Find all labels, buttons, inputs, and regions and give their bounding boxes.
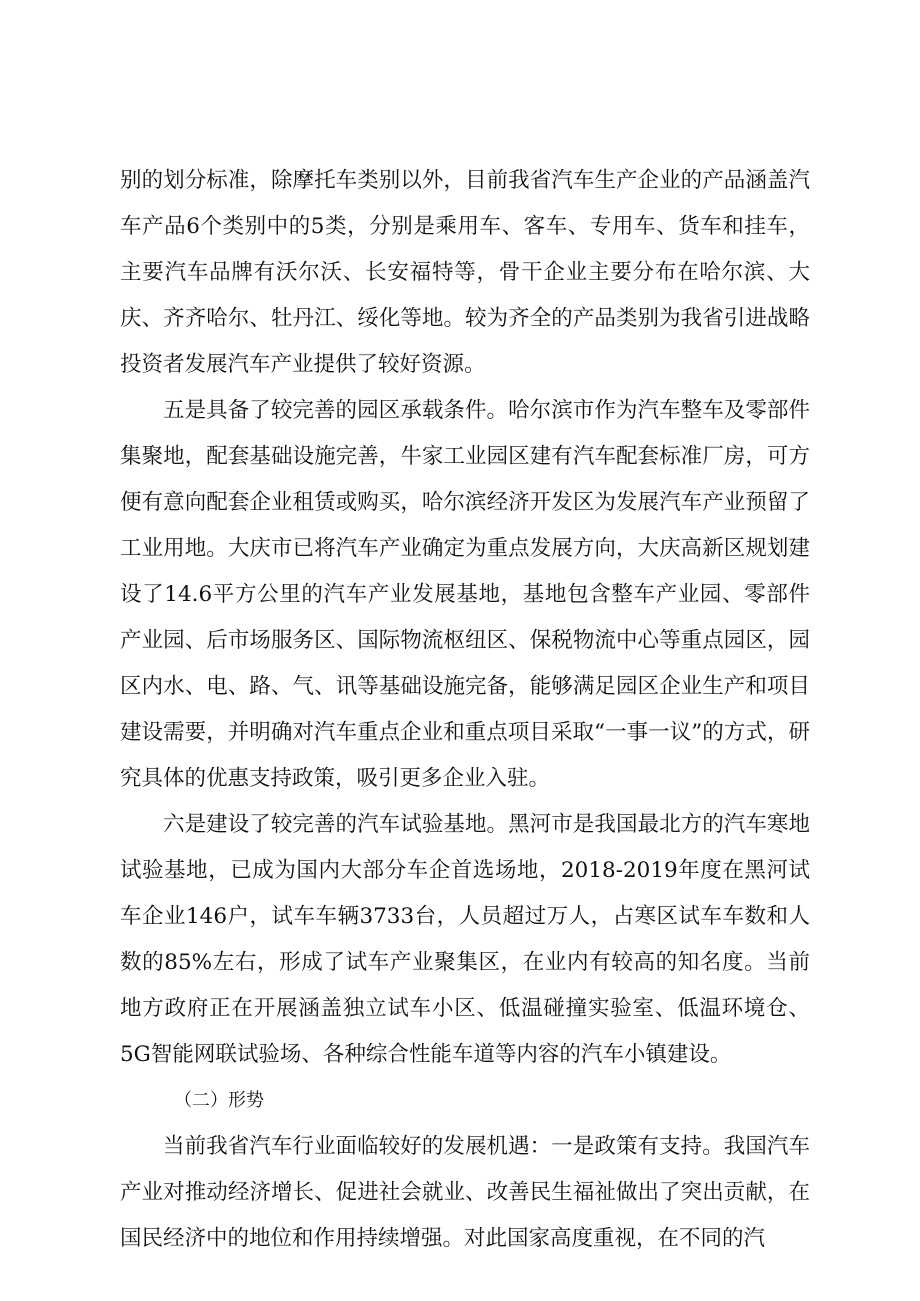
- paragraph-opportunities: 当前我省汽车行业面临较好的发展机遇：一是政策有支持。我国汽车产业对推动经济增长、促进社会就业、改善民生福祉做出了突出贡献，在国民经济中的地位和作用持续增强。对此国家高度重视，在不同的汽: [120, 1134, 810, 1251]
- paragraph-continuation: 别的划分标准，除摩托车类别以外，目前我省汽车生产企业的产品涵盖汽车产品6个类别中的5类，分别是乘用车、客车、专用车、货车和挂车，主要汽车品牌有沃尔沃、长安福特等，骨干企业主要分布在哈尔滨、大庆、齐齐哈尔、牡丹江、绥化等地。较为齐全的产品类别为我省引进战略投资者发展汽车产业提供了较好资源。: [120, 168, 810, 377]
- document-body: [120, 158, 810, 1262]
- paragraph-test-base: 六是建设了较完善的汽车试验基地。黑河市是我国最北方的汽车寒地试验基地，已成为国内大部分车企首选场地，2018-2019年度在黑河试车企业146户，试车车辆3733台，人员超过万人，占寒区试车车数和人数的85%左右，形成了试车产业聚集区，在业内有较高的知名度。当前地方政府正在开展涵盖独立试车小区、低温碰撞实验室、低温环境仓、5G智能网联试验场、各种综合性能车道等内容的汽车小镇建设。: [120, 812, 810, 1067]
- section-heading-situation: （二）形势: [174, 1090, 264, 1111]
- paragraph-park-conditions: 五是具备了较完善的园区承载条件。哈尔滨市作为汽车整车及零部件集聚地，配套基础设施完善，牛家工业园区建有汽车配套标准厂房，可方便有意向配套企业租赁或购买，哈尔滨经济开发区为发展汽车产业预留了工业用地。大庆市已将汽车产业确定为重点发展方向，大庆高新区规划建设了14.6平方公里的汽车产业发展基地，基地包含整车产业园、零部件产业园、后市场服务区、国际物流枢纽区、保税物流中心等重点园区，园区内水、电、路、气、讯等基础设施完备，能够满足园区企业生产和项目建设需要，并明确对汽车重点企业和重点项目采取“一事一议”的方式，研究具体的优惠支持政策，吸引更多企业入驻。: [120, 398, 810, 791]
